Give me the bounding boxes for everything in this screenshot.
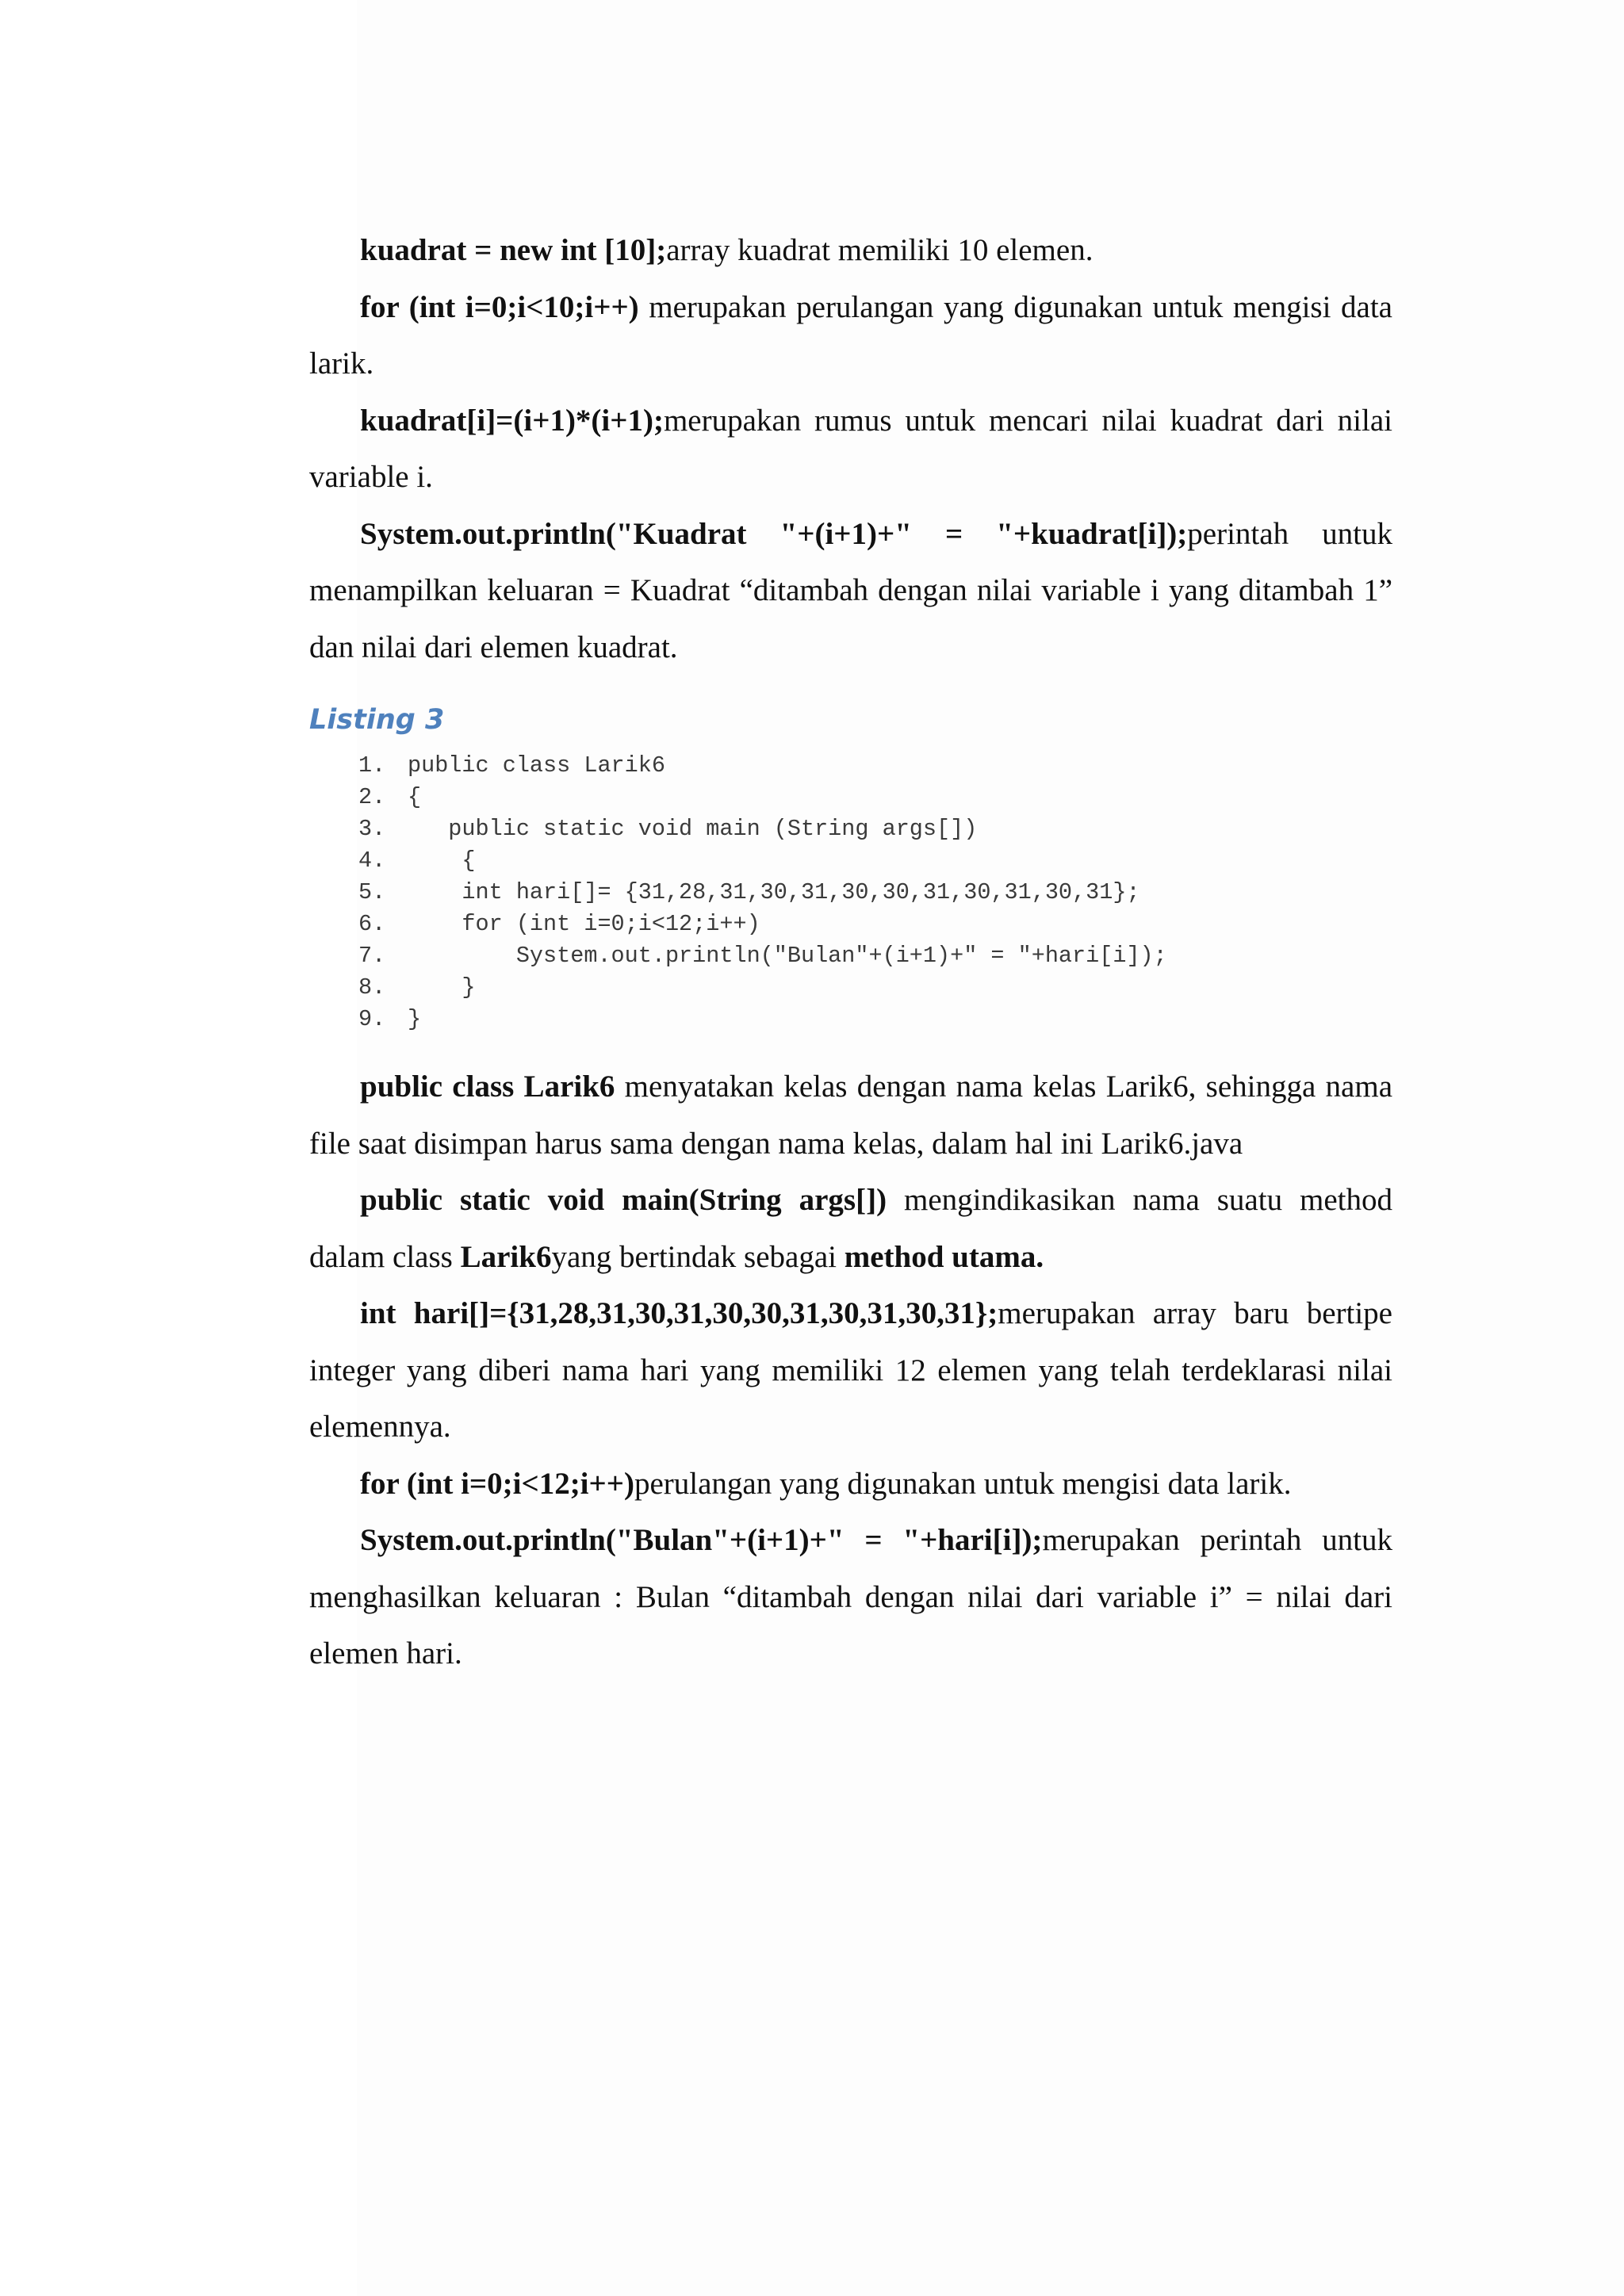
paragraph-text: array kuadrat memiliki 10 elemen. <box>666 233 1094 267</box>
paragraph-text: merupakan array baru bertipe integer yang diberi nama hari yang memiliki 12 elemen yang telah terdeklarasi nilai elemennya. <box>309 1296 1392 1444</box>
code-text: for (int i=0;i<12;i++) <box>408 911 760 937</box>
code-line <box>358 877 1397 909</box>
paragraph-for-loop <box>309 279 1392 392</box>
code-term: System.out.println("Bulan"+(i+1)+" = "+hari[i]); <box>360 1523 1043 1557</box>
code-text: public class Larik6 <box>408 752 665 779</box>
top-text-block <box>309 222 1392 675</box>
line-number: 7. <box>358 943 386 969</box>
code-term: System.out.println("Kuadrat "+(i+1)+" = "+kuadrat[i]); <box>360 516 1188 551</box>
code-line <box>358 813 1397 845</box>
paragraph-text: merupakan perulangan yang digunakan untuk mengisi data larik. <box>309 289 1392 381</box>
paragraph-text: yang bertindak sebagai <box>551 1239 845 1274</box>
bold-term: method utama. <box>844 1239 1044 1274</box>
code-text: } <box>408 1006 422 1032</box>
line-number: 4. <box>358 848 386 874</box>
paragraph-text: menyatakan kelas dengan nama kelas Larik6, sehingga nama file saat disimpan harus sama dengan nama kelas, dalam hal ini Larik6.java <box>309 1070 1393 1161</box>
code-term: public class Larik6 <box>360 1070 615 1104</box>
paragraph-kuadrat-formula <box>309 392 1392 506</box>
paragraph-text: perulangan yang digunakan untuk mengisi data larik. <box>634 1466 1292 1501</box>
code-term: kuadrat[i]=(i+1)*(i+1); <box>360 403 664 438</box>
code-line <box>358 782 1397 813</box>
code-line <box>358 750 1397 782</box>
code-line <box>358 972 1397 1004</box>
paragraph-text: perintah untuk menampilkan keluaran = Kuadrat “ditambah dengan nilai variable i yang ditambah 1” dan nilai dari elemen kuadrat. <box>309 516 1392 664</box>
line-number: 2. <box>358 784 386 810</box>
paragraph-println-kuadrat <box>309 506 1392 676</box>
code-line <box>358 909 1397 940</box>
line-number: 8. <box>358 974 386 1001</box>
paragraph-main-method <box>309 1172 1392 1285</box>
paragraph-hari-array <box>309 1285 1392 1456</box>
paragraph-text: merupakan rumus untuk mencari nilai kuadrat dari nilai variable i. <box>309 403 1392 494</box>
paragraph-for-loop-hari <box>309 1456 1392 1513</box>
line-number: 1. <box>358 752 386 779</box>
code-term: int hari[]={31,28,31,30,31,30,30,31,30,31,30,31}; <box>360 1296 998 1330</box>
paragraph-kuadrat-declaration <box>309 222 1392 279</box>
code-listing <box>358 750 1397 1035</box>
code-term: public static void main(String args[]) <box>360 1183 887 1217</box>
paragraph-println-bulan <box>309 1512 1392 1682</box>
code-text: { <box>408 784 422 810</box>
line-number: 6. <box>358 911 386 937</box>
line-number: 5. <box>358 879 386 905</box>
code-text: int hari[]= {31,28,31,30,31,30,30,31,30,31,30,31}; <box>408 879 1140 905</box>
code-text: { <box>408 848 476 874</box>
code-text: } <box>408 974 476 1001</box>
code-line <box>358 845 1397 877</box>
paragraph-class-larik6 <box>309 1058 1392 1172</box>
code-text: public static void main (String args[]) <box>408 816 978 842</box>
code-term: Larik6 <box>460 1239 552 1274</box>
line-number: 9. <box>358 1006 386 1032</box>
code-term: kuadrat = new int [10]; <box>360 233 667 267</box>
listing-title: Listing 3 <box>309 704 445 736</box>
code-line <box>358 940 1397 972</box>
code-line <box>358 1004 1397 1035</box>
code-term: for (int i=0;i<10;i++) <box>360 289 639 324</box>
code-term: for (int i=0;i<12;i++) <box>360 1466 634 1501</box>
code-text: System.out.println("Bulan"+(i+1)+" = "+hari[i]); <box>408 943 1167 969</box>
bottom-text-block <box>309 1058 1392 1682</box>
paragraph-text: merupakan perintah untuk menghasilkan keluaran : Bulan “ditambah dengan nilai dari variable i” = nilai dari elemen hari. <box>309 1523 1392 1670</box>
paragraph-text: mengindikasikan nama suatu method dalam class <box>309 1183 1392 1274</box>
line-number: 3. <box>358 816 386 842</box>
